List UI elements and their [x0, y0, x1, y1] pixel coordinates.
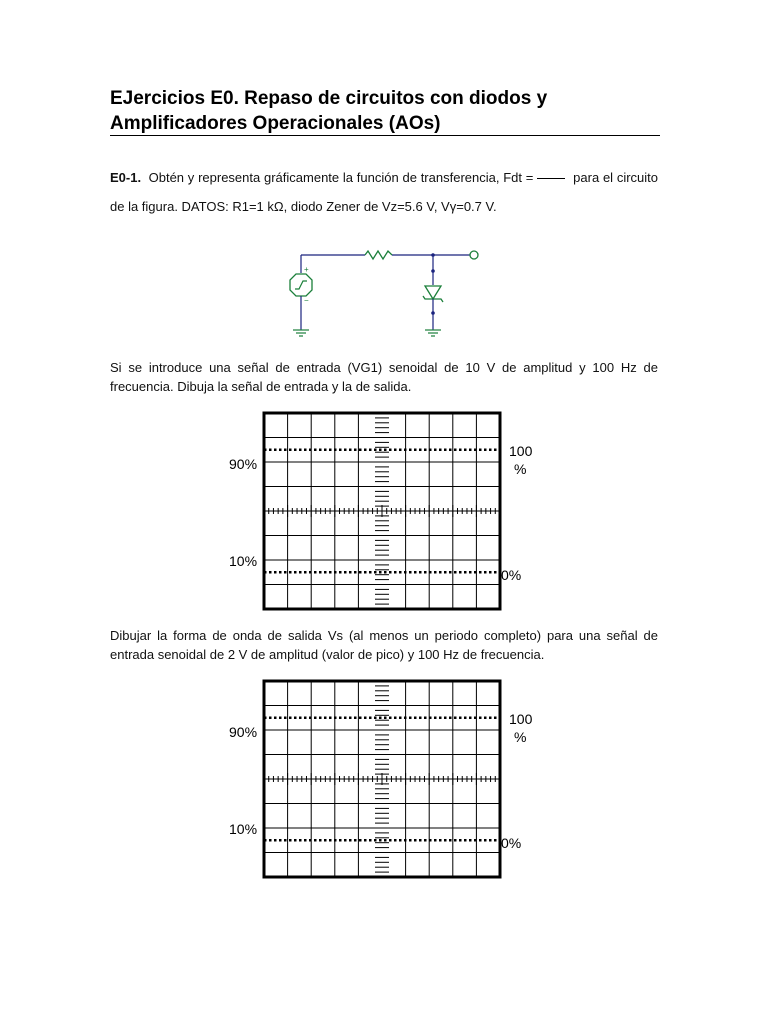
resistor-r1: [365, 251, 392, 259]
label-0-percent: 0%: [501, 835, 522, 851]
oscilloscope-grid-2: [225, 673, 545, 883]
ground-symbol: [425, 330, 441, 336]
source-minus-sign: −: [304, 296, 309, 305]
label-10-percent: 10%: [229, 821, 258, 837]
page-title: EJercicios E0. Repaso de circuitos con diodos y Amplificadores Operacionales (AOs): [110, 88, 548, 134]
output-terminal: [470, 251, 478, 259]
junction-node: [431, 253, 435, 257]
junction-node: [431, 311, 435, 315]
junction-node: [431, 269, 435, 273]
output-waveform-statement: Dibujar la forma de onda de salida Vs (al menos un periodo completo) para una señal de entrada senoidal de 2 V de amplitud (valor de pico) y 100 Hz de frecuencia.: [110, 628, 658, 662]
label-100: 100: [509, 711, 533, 727]
exercise-text-a: Obtén y representa gráficamente la función de transferencia, Fdt =: [148, 170, 534, 185]
fraction-line: [537, 178, 565, 179]
center-ticks: [264, 418, 500, 604]
label-0-percent: 0%: [501, 567, 522, 583]
oscilloscope-grid-1: [225, 405, 545, 615]
center-ticks: [264, 686, 500, 872]
exercise-statement: [110, 163, 658, 221]
label-10-percent: 10%: [229, 553, 258, 569]
label-100-percent-sign: %: [514, 461, 527, 477]
label-100-percent-sign: %: [514, 729, 527, 745]
label-90-percent: 90%: [229, 724, 258, 740]
exercise-text-b: para el circuito de la figura. DATOS: R1=1 kΩ, diodo Zener de Vz=5.6 V, Vγ=0.7 V.: [110, 170, 659, 214]
input-signal-statement: Si se introduce una señal de entrada (VG1) senoidal de 10 V de amplitud y 100 Hz de frecuencia. Dibuja la señal de entrada y la de salida.: [110, 360, 658, 394]
circuit-diagram: [280, 235, 495, 345]
title-divider: [110, 135, 660, 136]
label-90-percent: 90%: [229, 456, 258, 472]
label-100: 100: [509, 443, 533, 459]
exercise-label: E0-1.: [110, 170, 142, 185]
zener-diode: [425, 286, 441, 299]
source-plus-sign: +: [304, 265, 309, 274]
ground-symbol: [293, 330, 309, 336]
